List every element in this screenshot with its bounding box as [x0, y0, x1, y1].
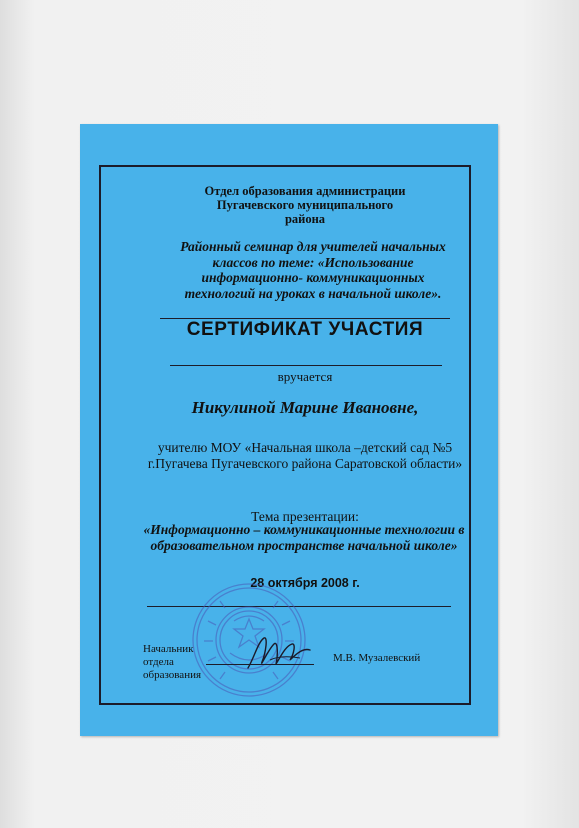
presentation-topic: «Информационно – коммуникационные технологии в образовательном пространстве начальной школе»	[143, 522, 465, 553]
certificate-title: СЕРТИФИКАТ УЧАСТИЯ	[186, 319, 424, 340]
awarded-label: вручается	[277, 369, 333, 384]
issuing-department: Отдел образования администрации Пугачевского муниципального района	[204, 184, 406, 226]
topic-label: Тема презентации:	[251, 509, 359, 524]
signer-name: М.В. Музалевский	[333, 652, 421, 664]
recipient-name: Никулиной Марине Ивановне,	[191, 398, 419, 417]
chief-title: Начальник отдела образования	[143, 643, 202, 681]
title-bottom-rule	[170, 365, 442, 366]
seminar-description: Районный семинар для учителей начальных классов по теме: «Использование информационно- коммуникационных технологий на уроках в начальной школе».	[180, 239, 446, 301]
issue-date: 28 октября 2008 г.	[250, 576, 360, 590]
recipient-position: учителю МОУ «Начальная школа –детский сад №5 г.Пугачева Пугачевского района Саратовской области»	[147, 440, 463, 471]
handwritten-signature	[240, 630, 320, 675]
